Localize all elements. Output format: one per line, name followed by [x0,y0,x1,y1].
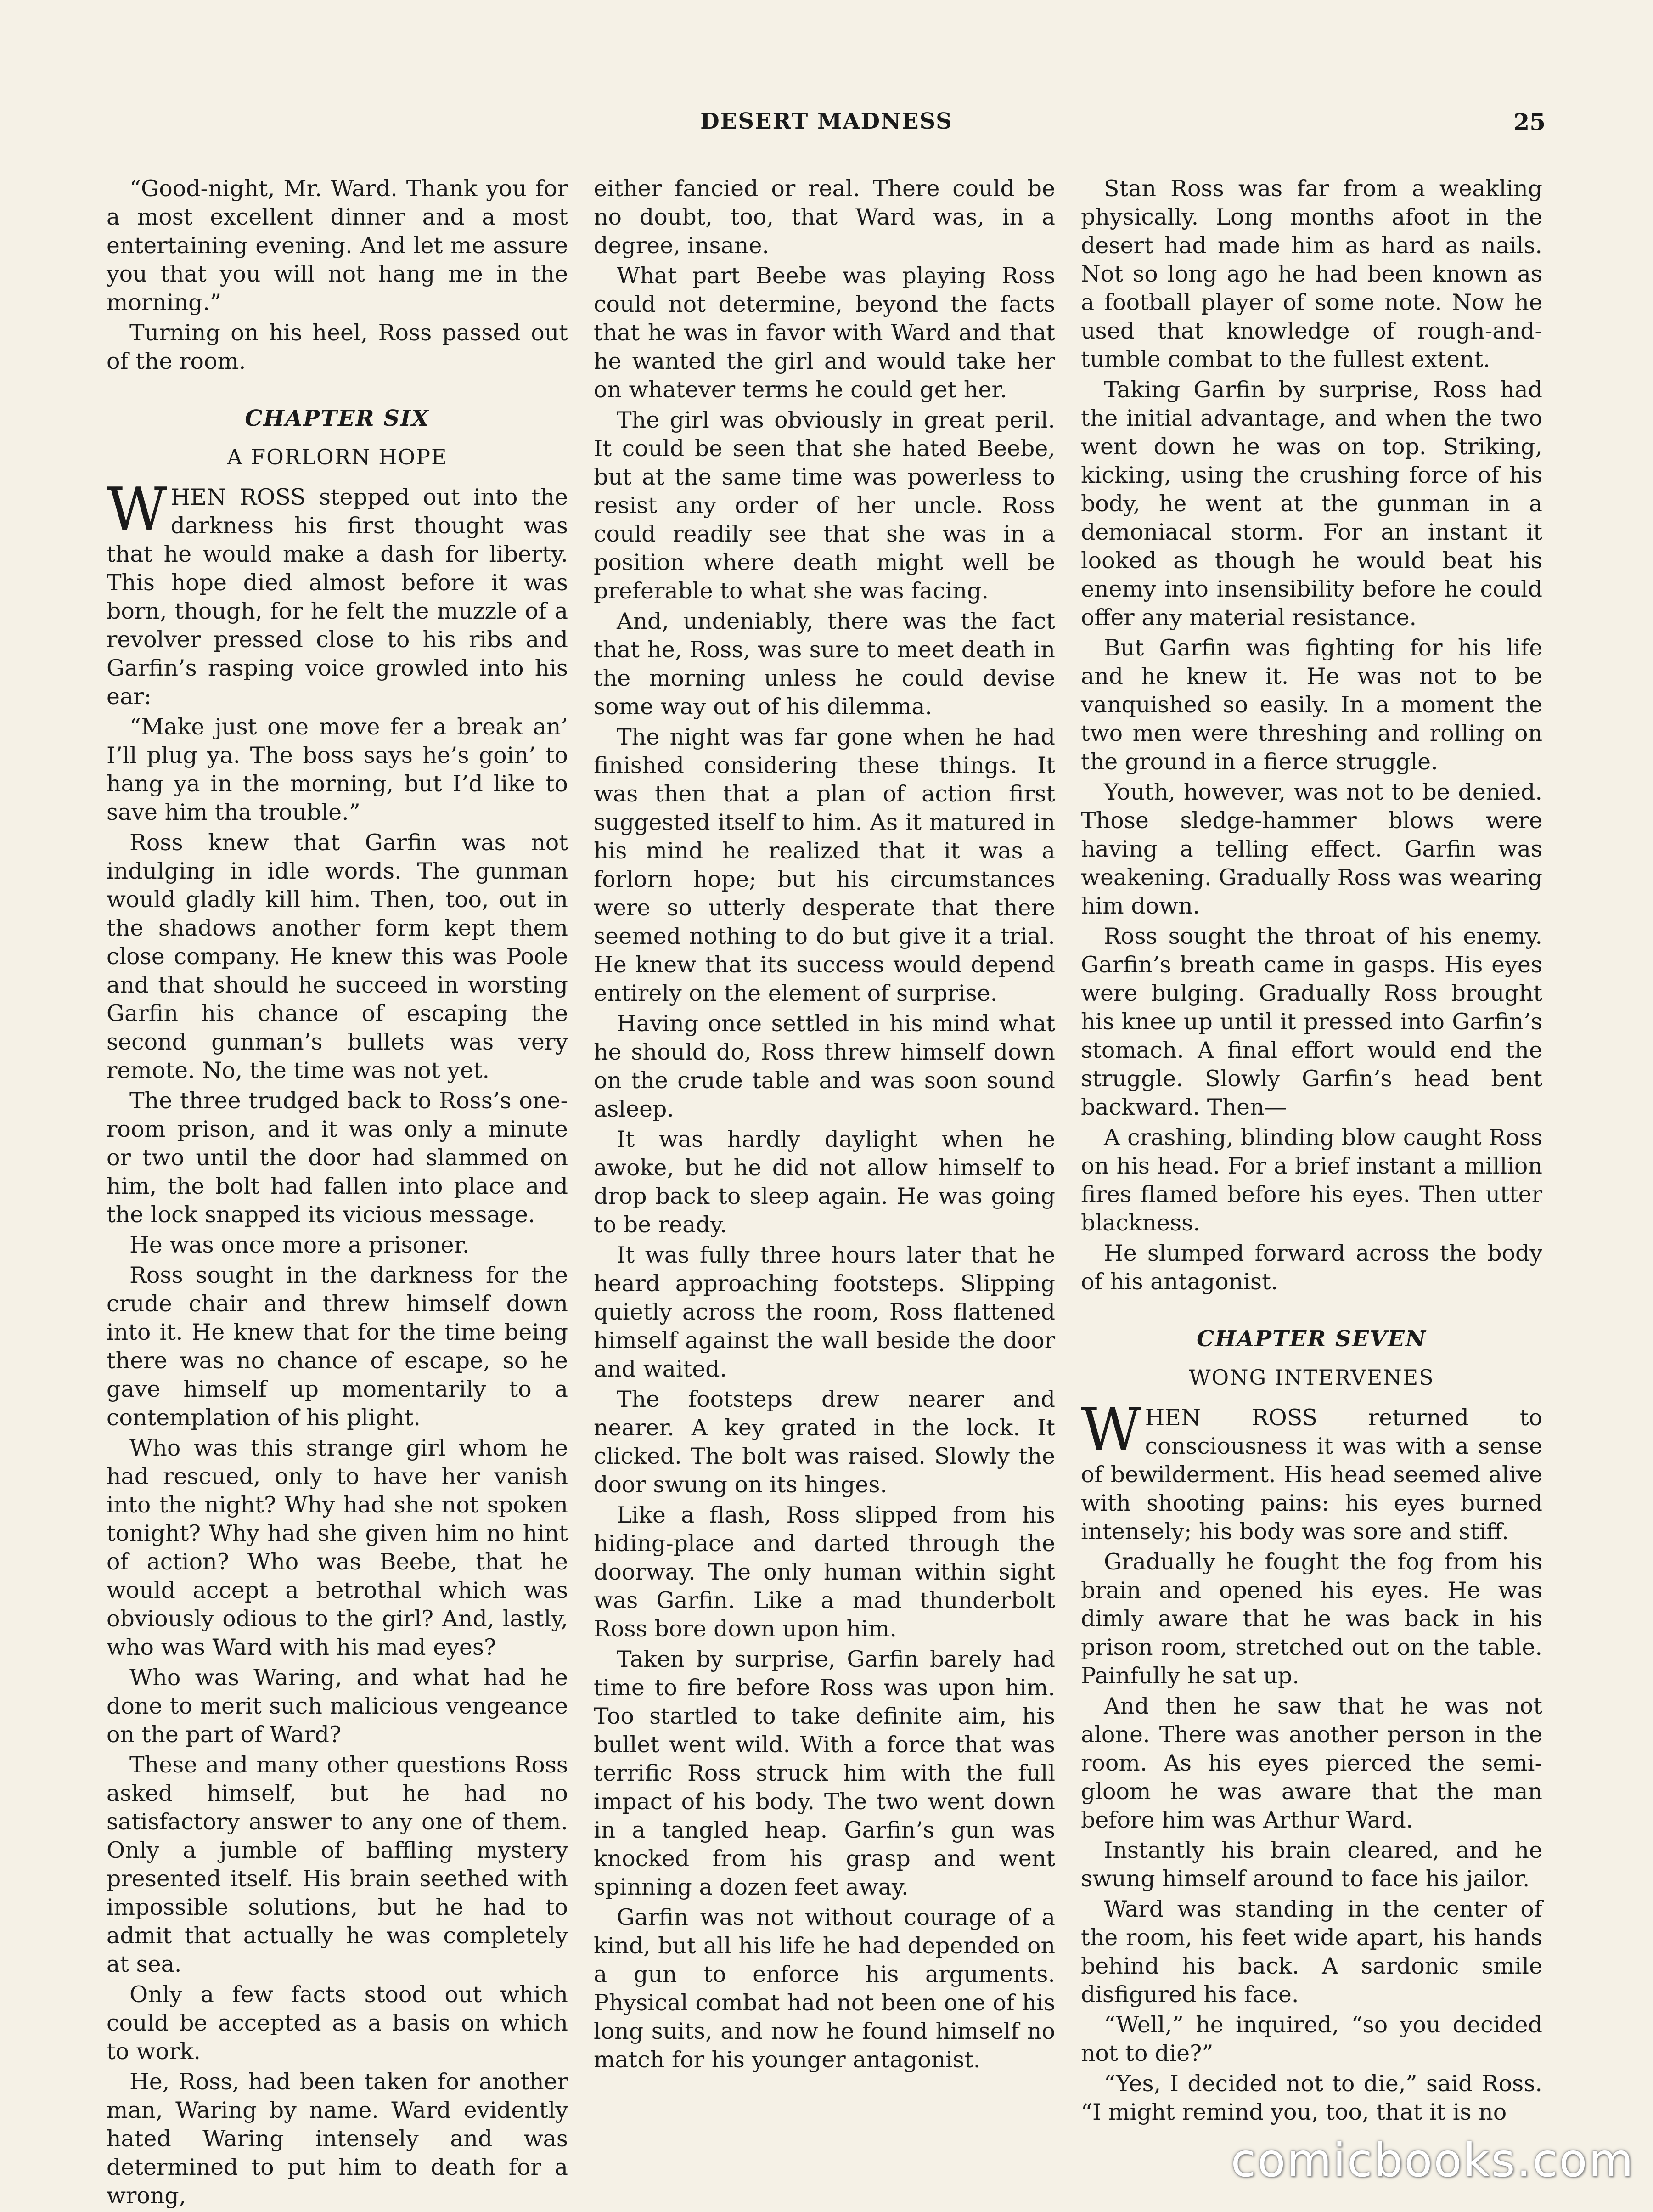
drop-cap: W [107,475,167,544]
paragraph: Who was Waring, and what had he done to merit such malicious vengeance on the part of Ward? [107,1665,568,1748]
column-left [107,175,568,2212]
paragraph: Stan Ross was far from a weakling physically. Long months afoot in the desert had made him as hard as nails. Not so long ago he had been known as a football player of some note. Now he used that knowledge of rough-and-tumble combat to the fullest extent. [1081,175,1542,372]
opening-paragraph [107,475,568,711]
opening-caps: HEN ROSS [1145,1405,1318,1431]
paragraph: It was hardly daylight when he awoke, but he did not allow himself to drop back to sleep again. He was going to be ready. [594,1126,1055,1238]
drop-cap: W [1081,1396,1141,1464]
paragraph: He, Ross, had been taken for another man, Waring by name. Ward evidently hated Waring intensely and was determined to put him to death for a wrong, [107,2069,568,2209]
chapter-subtitle: A FORLORN HOPE [227,445,448,469]
opening-text: stepped out into the darkness his first thought was that he would make a dash for liberty. This hope died almost before it was born, though, for he felt the muzzle of a revolver pressed close to his ribs and Garfin’s rasping voice growled into his ear: [107,484,568,710]
paragraph: But Garfin was fighting for his life and he knew it. He was not to be vanquished so easily. In a moment the two men were threshing and rolling on the ground in a fierce struggle. [1081,635,1542,775]
paragraph: And then he saw that he was not alone. There was another person in the room. As his eyes pierced the semi-gloom he was aware that the man before him was Arthur Ward. [1081,1693,1542,1833]
paragraph: Garfin was not without courage of a kind, but all his life he had depended on a gun to enforce his arguments. Physical combat had not been one of his long suits, and now he found himself no match for his younger antagonist. [594,1904,1055,2073]
paragraph: It was fully three hours later that he heard approaching footsteps. Slipping quietly across the room, Ross flattened himself against the wall beside the door and waited. [594,1242,1055,1382]
paragraph: Ward was standing in the center of the room, his feet wide apart, his hands behind his back. A sardonic smile disfigured his face. [1081,1896,1542,2008]
paragraph: Taking Garfin by surprise, Ross had the initial advantage, and when the two went down he was on top. Striking, kicking, using the crushing force of his body, he went at the gunman in a demoniacal storm. For an instant it looked as though he would beat his enemy into insensibility before he could offer any material resistance. [1081,377,1542,631]
paragraph: “Good-night, Mr. Ward. Thank you for a most excellent dinner and a most entertaining evening. And let me assure you that you will not hang me in the morning.” [107,175,568,316]
chapter-subtitle: WONG INTERVENES [1189,1365,1434,1390]
paragraph: “Make just one move fer a break an’ I’ll plug ya. The boss says he’s goin’ to hang ya in the morning, but I’d like to save him tha trouble.” [107,714,568,825]
paragraph: Having once settled in his mind what he should do, Ross threw himself down on the crude table and was soon sound asleep. [594,1010,1055,1122]
column-right [1081,175,1542,2128]
paragraph: And, undeniably, there was the fact that he, Ross, was sure to meet death in the morning unless he could devise some way out of his dilemma. [594,608,1055,720]
chapter-title: CHAPTER SIX [245,406,430,431]
running-head: DESERT MADNESS [700,108,953,134]
paragraph: Taken by surprise, Garfin barely had time to fire before Ross was upon him. Too startled to take definite aim, his bullet went wild. With a force that was terrific Ross struck him with the full impact of his body. The two went down in a tangled heap. Garfin’s gun was knocked from his grasp and went spinning a dozen feet away. [594,1646,1055,1900]
paragraph: Instantly his brain cleared, and he swung himself around to face his jailor. [1081,1837,1542,1892]
paragraph: The three trudged back to Ross’s one-room prison, and it was only a minute or two until the door had slammed on him, the bolt had fallen into place and the lock snapped its vicious message. [107,1088,568,1228]
chapter-title: CHAPTER SEVEN [1197,1326,1427,1352]
paragraph: The girl was obviously in great peril. It could be seen that she hated Beebe, but at the same time was powerless to resist any order of her uncle. Ross could readily see that she was in a position where death might well be preferable to what she was facing. [594,407,1055,604]
paragraph: Turning on his heel, Ross passed out of the room. [107,320,568,374]
paragraph: “Yes, I decided not to die,” said Ross. “I might remind you, too, that it is no [1081,2071,1542,2125]
paragraph: Gradually he fought the fog from his brain and opened his eyes. He was dimly aware that he was back in his prison room, stretched out on the table. Painfully he sat up. [1081,1549,1542,1689]
paragraph: either fancied or real. There could be no doubt, too, that Ward was, in a degree, insane. [594,175,1055,259]
paragraph: He slumped forward across the body of his antagonist. [1081,1240,1542,1295]
paragraph: These and many other questions Ross asked himself, but he had no satisfactory answer to any one of them. Only a jumble of baffling mystery presented itself. His brain seethed with impossible solutions, but he had to admit that actually he was completely at sea. [107,1752,568,1977]
paragraph: A crashing, blinding blow caught Ross on his head. For a brief instant a million fires flamed before his eyes. Then utter blackness. [1081,1124,1542,1236]
opening-paragraph [1081,1396,1543,1546]
opening-text: returned to consciousness it was with a sense of bewilderment. His head seemed alive with shooting pains: his eyes burned intensely; his body was sore and stiff. [1081,1405,1543,1545]
paragraph: Like a flash, Ross slipped from his hiding-place and darted through the doorway. The only human within sight was Garfin. Like a mad thunderbolt Ross bore down upon him. [594,1502,1055,1642]
paragraph: What part Beebe was playing Ross could not determine, beyond the facts that he was in favor with Ward and that he wanted the girl and would take her on whatever terms he could get her. [594,263,1055,403]
column-middle [594,175,1055,2076]
paragraph: Ross knew that Garfin was not indulging in idle words. The gunman would gladly kill him. Then, too, out in the shadows another form kept them close company. He knew this was Poole and that should he succeed in worsting Garfin his chance of escaping the second gunman’s bullets was very remote. No, the time was not yet. [107,830,568,1083]
page-number: 25 [1513,108,1546,135]
opening-caps: HEN ROSS [170,484,306,510]
watermark: comicbooks.com [1231,2133,1635,2187]
paragraph: Only a few facts stood out which could be accepted as a basis on which to work. [107,1981,568,2065]
paragraph: “Well,” he inquired, “so you decided not to die?” [1081,2012,1542,2066]
paragraph: Youth, however, was not to be denied. Those sledge-hammer blows were having a telling effect. Garfin was weakening. Gradually Ross was wearing him down. [1081,779,1542,919]
paragraph: The night was far gone when he had finished considering these things. It was then that a plan of action first suggested itself to him. As it matured in his mind he realized that it was a forlorn hope; but his circumstances were so utterly desperate that there seemed nothing to do but give it a trial. He knew that its success would depend entirely on the element of surprise. [594,724,1055,1006]
paragraph: Ross sought in the darkness for the crude chair and threw himself down into it. He knew that for the time being there was no chance of escape, so he gave himself up momentarily to a contemplation of his plight. [107,1262,568,1431]
paragraph: The footsteps drew nearer and nearer. A key grated in the lock. It clicked. The bolt was raised. Slowly the door swung on its hinges. [594,1386,1055,1498]
paragraph: Ross sought the throat of his enemy. Garfin’s breath came in gasps. His eyes were bulging. Gradually Ross brought his knee up until it pressed into Garfin’s stomach. A final effort would end the struggle. Slowly Garfin’s head bent backward. Then— [1081,923,1542,1120]
paragraph: Who was this strange girl whom he had rescued, only to have her vanish into the night? Why had she not spoken tonight? Why had she given him no hint of action? Who was Beebe, that he would accept a betrothal which was obviously odious to the girl? And, lastly, who was Ward with his mad eyes? [107,1435,568,1660]
paragraph: He was once more a prisoner. [129,1232,470,1258]
